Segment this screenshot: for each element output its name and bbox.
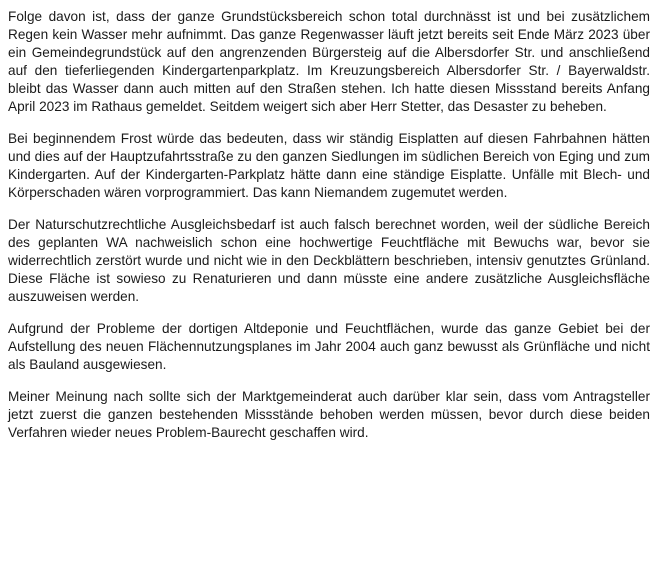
- paragraph-compensation: Der Naturschutzrechtliche Ausgleichsbedarf ist auch falsch berechnet worden, weil der südliche Bereich des geplanten WA nachweislich schon eine hochwertige Feuchtfläche mit Bewuchs war, bevor sie widerrechtlich zerstört wurde und nicht wie in den Deckblättern beschrieben, intensiv genutztes Grünland. Diese Fläche ist sowieso zu Renaturieren und dann müsste eine andere zusätzliche Ausgleichsfläche auszuweisen werden.: [8, 217, 650, 304]
- paragraph-frost: Bei beginnendem Frost würde das bedeuten, dass wir ständig Eisplatten auf diesen Fahrbahnen hätten und dies auf der Hauptzufahrtsstraße zu den ganzen Siedlungen im südlichen Bereich von Eging und zum Kindergarten. Auf der Kindergarten-Parkplatz hätte dann eine ständige Eisplatte. Unfälle mit Blech- und Körperschaden wären vorprogrammiert. Das kann Niemandem zugemutet werden.: [8, 131, 650, 200]
- document-page: [8, 8, 650, 442]
- paragraph-conclusion: Meiner Meinung nach sollte sich der Marktgemeinderat auch darüber klar sein, dass vom Antragsteller jetzt zuerst die ganzen bestehenden Missstände behoben werden müssen, bevor durch diese beiden Verfahren wieder neues Problem-Baurecht geschaffen wird.: [8, 389, 650, 440]
- paragraph-waterlogging: Folge davon ist, dass der ganze Grundstücksbereich schon total durchnässt ist und bei zusätzlichem Regen kein Wasser mehr aufnimmt. Das ganze Regenwasser läuft jetzt bereits seit Ende März 2023 über ein Gemeindegrundstück auf den angrenzenden Bürgersteig auf die Albersdorfer Str. und anschließend auf den tieferliegenden Kindergartenparkplatz. Im Kreuzungsbereich Albersdorfer Str. / Bayerwaldstr. bleibt das Wasser dann auch mitten auf den Straßen stehen. Ich hatte diesen Missstand bereits Anfang April 2023 im Rathaus gemeldet. Seitdem weigert sich aber Herr Stetter, das Desaster zu beheben.: [8, 9, 650, 114]
- paragraph-land-use-plan: Aufgrund der Probleme der dortigen Altdeponie und Feuchtflächen, wurde das ganze Gebiet bei der Aufstellung des neuen Flächennutzungsplanes im Jahr 2004 auch ganz bewusst als Grünfläche und nicht als Bauland ausgewiesen.: [8, 321, 650, 372]
